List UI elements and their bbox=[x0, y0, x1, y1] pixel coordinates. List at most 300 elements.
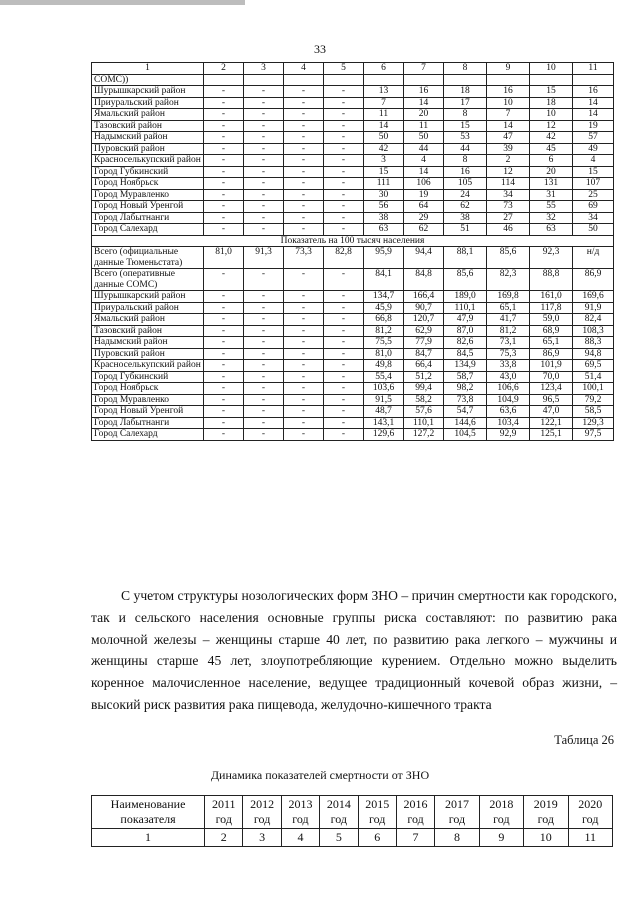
table-cell: - bbox=[244, 314, 284, 326]
table-cell: 7 bbox=[364, 97, 404, 109]
year-unit: год bbox=[448, 812, 466, 826]
table-cell: - bbox=[204, 360, 244, 372]
table-row bbox=[92, 247, 614, 269]
table-cell: - bbox=[204, 325, 244, 337]
table-cell: 25 bbox=[573, 189, 614, 201]
table-cell: - bbox=[244, 360, 284, 372]
table-cell: 82,4 bbox=[573, 314, 614, 326]
table-cell: 129,6 bbox=[364, 429, 404, 441]
table-cell: 92,9 bbox=[487, 429, 530, 441]
table-cell: 99,4 bbox=[404, 383, 444, 395]
table-row bbox=[92, 291, 614, 303]
row-label: Всего (официальные данные Тюменьстата) bbox=[92, 247, 204, 269]
table-cell: - bbox=[324, 337, 364, 349]
table-cell: - bbox=[324, 155, 364, 167]
table-cell: 91,3 bbox=[244, 247, 284, 269]
table-cell: - bbox=[284, 166, 324, 178]
column-number: 2 bbox=[205, 829, 243, 847]
table-cell: 166,4 bbox=[404, 291, 444, 303]
year-header-cell bbox=[281, 796, 319, 829]
table-cell: 84,1 bbox=[364, 269, 404, 291]
table-cell: - bbox=[244, 383, 284, 395]
table-cell: 85,6 bbox=[444, 269, 487, 291]
table-cell: 44 bbox=[404, 143, 444, 155]
table-header-row bbox=[92, 63, 614, 75]
year-value: 2019 bbox=[533, 797, 558, 811]
row-label: Надымский район bbox=[92, 337, 204, 349]
table-cell: - bbox=[244, 166, 284, 178]
table-cell: - bbox=[204, 109, 244, 121]
table-cell: - bbox=[204, 143, 244, 155]
table-cell: 54,7 bbox=[444, 406, 487, 418]
table-cell: 45 bbox=[530, 143, 573, 155]
table-cell: 19 bbox=[404, 189, 444, 201]
table-cell: - bbox=[244, 406, 284, 418]
table-cell: - bbox=[204, 314, 244, 326]
row-label: Город Салехард bbox=[92, 429, 204, 441]
table-cell: 10 bbox=[530, 109, 573, 121]
column-number: 9 bbox=[479, 829, 523, 847]
row-label: Приуральский район bbox=[92, 97, 204, 109]
column-number: 6 bbox=[364, 63, 404, 75]
row-label: Город Салехард bbox=[92, 224, 204, 236]
column-number: 8 bbox=[435, 829, 479, 847]
table-cell: 127,2 bbox=[404, 429, 444, 441]
table-cell: 86,9 bbox=[530, 348, 573, 360]
table-cell: 68,9 bbox=[530, 325, 573, 337]
table-cell: - bbox=[284, 325, 324, 337]
table-cell: 110,1 bbox=[404, 417, 444, 429]
table-cell: 129,3 bbox=[573, 417, 614, 429]
table-cell: - bbox=[324, 189, 364, 201]
table-cell: 144,6 bbox=[444, 417, 487, 429]
table-cell: - bbox=[204, 212, 244, 224]
table-cell: - bbox=[244, 394, 284, 406]
table-row bbox=[92, 212, 614, 224]
column-number: 11 bbox=[568, 829, 613, 847]
table-cell: - bbox=[284, 383, 324, 395]
table-title: Динамика показателей смертности от ЗНО bbox=[210, 768, 430, 782]
table-cell: 96,5 bbox=[530, 394, 573, 406]
year-unit: год bbox=[215, 812, 232, 826]
table-cell: 19 bbox=[573, 120, 614, 132]
dynamics-table bbox=[91, 795, 613, 847]
year-header-cell bbox=[243, 796, 281, 829]
table-cell: - bbox=[284, 212, 324, 224]
table-cell: 10 bbox=[487, 97, 530, 109]
table-cell: 84,7 bbox=[404, 348, 444, 360]
column-number: 10 bbox=[524, 829, 568, 847]
table-cell: 2 bbox=[487, 155, 530, 167]
table-cell: 125,1 bbox=[530, 429, 573, 441]
table-cell: - bbox=[324, 314, 364, 326]
table-cell bbox=[487, 74, 530, 86]
table-cell: - bbox=[284, 109, 324, 121]
table-cell: - bbox=[244, 201, 284, 213]
table-cell: - bbox=[324, 325, 364, 337]
table-cell: 88,3 bbox=[573, 337, 614, 349]
table-cell: - bbox=[284, 394, 324, 406]
table-row bbox=[92, 120, 614, 132]
table-cell: 64 bbox=[404, 201, 444, 213]
table-cell: 82,3 bbox=[487, 269, 530, 291]
row-label: Город Лабытнанги bbox=[92, 212, 204, 224]
table-row bbox=[92, 314, 614, 326]
row-label: Красноселькупский район bbox=[92, 360, 204, 372]
table-cell: - bbox=[284, 120, 324, 132]
table-cell: - bbox=[244, 337, 284, 349]
table-cell: 77,9 bbox=[404, 337, 444, 349]
column-number: 10 bbox=[530, 63, 573, 75]
table-cell: 13 bbox=[364, 86, 404, 98]
column-number: 3 bbox=[243, 829, 281, 847]
table-row bbox=[92, 406, 614, 418]
table-cell: - bbox=[204, 417, 244, 429]
table-cell: 51,2 bbox=[404, 371, 444, 383]
table-cell: 42 bbox=[364, 143, 404, 155]
table-cell: 63 bbox=[530, 224, 573, 236]
table-cell: 79,2 bbox=[573, 394, 614, 406]
table-cell: 134,9 bbox=[444, 360, 487, 372]
year-unit: год bbox=[537, 812, 554, 826]
table-cell: 55 bbox=[530, 201, 573, 213]
table-cell: - bbox=[204, 166, 244, 178]
table-cell: 59,0 bbox=[530, 314, 573, 326]
year-unit: год bbox=[407, 812, 424, 826]
table-cell: 58,5 bbox=[573, 406, 614, 418]
table-cell: - bbox=[324, 394, 364, 406]
table-cell: - bbox=[244, 132, 284, 144]
table-cell: - bbox=[244, 120, 284, 132]
table-cell: 16 bbox=[444, 166, 487, 178]
table-cell: 42 bbox=[530, 132, 573, 144]
row-label: Шурышкарский район bbox=[92, 291, 204, 303]
table-cell: 94,8 bbox=[573, 348, 614, 360]
year-value: 2012 bbox=[250, 797, 275, 811]
year-value: 2016 bbox=[403, 797, 428, 811]
table-cell bbox=[324, 74, 364, 86]
table-cell: 38 bbox=[364, 212, 404, 224]
row-label: СОМС)) bbox=[92, 74, 204, 86]
table-cell: - bbox=[324, 109, 364, 121]
table-cell: 91,9 bbox=[573, 302, 614, 314]
table-cell: 50 bbox=[573, 224, 614, 236]
table-cell: 82,6 bbox=[444, 337, 487, 349]
table-cell: 98,2 bbox=[444, 383, 487, 395]
column-number: 1 bbox=[92, 63, 204, 75]
table-cell: - bbox=[204, 97, 244, 109]
table-row bbox=[92, 269, 614, 291]
table-cell: 88,1 bbox=[444, 247, 487, 269]
table-cell bbox=[364, 74, 404, 86]
table-cell: - bbox=[284, 337, 324, 349]
row-label: Пуровский район bbox=[92, 348, 204, 360]
table2-header-row bbox=[92, 796, 613, 829]
table-cell: - bbox=[324, 224, 364, 236]
table-cell: 39 bbox=[487, 143, 530, 155]
table-cell: 18 bbox=[444, 86, 487, 98]
table-cell: 44 bbox=[444, 143, 487, 155]
table-cell: - bbox=[244, 371, 284, 383]
table-cell bbox=[404, 74, 444, 86]
year-unit: год bbox=[369, 812, 386, 826]
year-header-cell bbox=[524, 796, 568, 829]
table-cell: - bbox=[204, 383, 244, 395]
table-cell: 81,2 bbox=[364, 325, 404, 337]
table-cell: - bbox=[284, 291, 324, 303]
table-cell: 103,6 bbox=[364, 383, 404, 395]
table-cell: 47,9 bbox=[444, 314, 487, 326]
table-cell: 117,8 bbox=[530, 302, 573, 314]
table-cell: 104,9 bbox=[487, 394, 530, 406]
table-cell: 104,5 bbox=[444, 429, 487, 441]
table-cell: 114 bbox=[487, 178, 530, 190]
table-cell: 14 bbox=[573, 97, 614, 109]
row-label: Надымский район bbox=[92, 132, 204, 144]
table-cell: - bbox=[244, 212, 284, 224]
table-cell: - bbox=[324, 302, 364, 314]
table-cell: 91,5 bbox=[364, 394, 404, 406]
table-cell: - bbox=[204, 429, 244, 441]
column-number: 4 bbox=[284, 63, 324, 75]
table-cell: 82,8 bbox=[324, 247, 364, 269]
column-number: 7 bbox=[404, 63, 444, 75]
table-cell: - bbox=[284, 406, 324, 418]
table-cell: 66,4 bbox=[404, 360, 444, 372]
table-cell: 16 bbox=[487, 86, 530, 98]
row-label: Тазовский район bbox=[92, 120, 204, 132]
row-label: Город Ноябрьск bbox=[92, 178, 204, 190]
table-cell: 81,0 bbox=[204, 247, 244, 269]
table-cell: 169,6 bbox=[573, 291, 614, 303]
table-cell: 65,1 bbox=[487, 302, 530, 314]
table-cell: - bbox=[284, 302, 324, 314]
row-label: Ямальский район bbox=[92, 109, 204, 121]
table-row bbox=[92, 189, 614, 201]
year-header-cell bbox=[479, 796, 523, 829]
table-cell bbox=[244, 74, 284, 86]
table-cell: 123,4 bbox=[530, 383, 573, 395]
table-cell: 94,4 bbox=[404, 247, 444, 269]
table-cell: - bbox=[244, 224, 284, 236]
table-row bbox=[92, 109, 614, 121]
table-cell: 73 bbox=[487, 201, 530, 213]
row-label: Город Лабытнанги bbox=[92, 417, 204, 429]
column-number: 5 bbox=[324, 63, 364, 75]
table-cell: 14 bbox=[404, 166, 444, 178]
table-cell: 57 bbox=[573, 132, 614, 144]
table-cell: 81,2 bbox=[487, 325, 530, 337]
table-cell: 62 bbox=[404, 224, 444, 236]
table-cell: 34 bbox=[573, 212, 614, 224]
table-cell: 27 bbox=[487, 212, 530, 224]
table-cell: - bbox=[204, 269, 244, 291]
table-cell: - bbox=[324, 406, 364, 418]
table-row bbox=[92, 143, 614, 155]
table-cell: 53 bbox=[444, 132, 487, 144]
table-cell: 8 bbox=[444, 155, 487, 167]
table-cell: 58,7 bbox=[444, 371, 487, 383]
table-cell: 48,7 bbox=[364, 406, 404, 418]
table-cell: 56 bbox=[364, 201, 404, 213]
table-cell: - bbox=[204, 406, 244, 418]
table-row bbox=[92, 178, 614, 190]
table-row bbox=[92, 337, 614, 349]
table-cell: 103,4 bbox=[487, 417, 530, 429]
table-cell: - bbox=[284, 348, 324, 360]
column-number: 9 bbox=[487, 63, 530, 75]
row-label: Ямальский район bbox=[92, 314, 204, 326]
table-cell: - bbox=[244, 325, 284, 337]
table-cell: - bbox=[324, 120, 364, 132]
table-cell: 15 bbox=[530, 86, 573, 98]
year-header-cell bbox=[435, 796, 479, 829]
table-cell: 24 bbox=[444, 189, 487, 201]
table-cell: - bbox=[324, 212, 364, 224]
table-cell: - bbox=[204, 224, 244, 236]
table-cell: - bbox=[284, 189, 324, 201]
table-cell: - bbox=[324, 429, 364, 441]
table-cell: 161,0 bbox=[530, 291, 573, 303]
table-cell: 84,5 bbox=[444, 348, 487, 360]
table-row bbox=[92, 201, 614, 213]
table-row bbox=[92, 394, 614, 406]
table-cell: - bbox=[244, 86, 284, 98]
table-cell bbox=[284, 74, 324, 86]
table-cell: 15 bbox=[573, 166, 614, 178]
table-row bbox=[92, 166, 614, 178]
table-cell: - bbox=[284, 86, 324, 98]
table-cell: 101,9 bbox=[530, 360, 573, 372]
table-cell: 73,3 bbox=[284, 247, 324, 269]
table-cell: 34 bbox=[487, 189, 530, 201]
table-cell: 95,9 bbox=[364, 247, 404, 269]
table-cell: 49,8 bbox=[364, 360, 404, 372]
table-cell: 120,7 bbox=[404, 314, 444, 326]
table-cell: н/д bbox=[573, 247, 614, 269]
table-cell: 81,0 bbox=[364, 348, 404, 360]
table-cell: - bbox=[324, 166, 364, 178]
table-cell: - bbox=[204, 371, 244, 383]
paragraph-text: С учетом структуры нозологических форм ЗНО – причин смертности как городского, так и сельского населения основные группы риска составляют: по развитию рака молочной железы – женщины старше 40 лет, по развитию рака легкого – мужчины и женщины старше 45 лет, злоупотребляющие курением. Отдельно можно выделить коренное малочисленное население, ведущее традиционный кочевой образ жизни, – высокий риск развития рака пищевода, желудочно-кишечного тракта bbox=[91, 588, 617, 712]
table-cell: 73,1 bbox=[487, 337, 530, 349]
table-cell: 57,6 bbox=[404, 406, 444, 418]
table-cell: - bbox=[284, 429, 324, 441]
column-number: 7 bbox=[396, 829, 434, 847]
table-cell: 51 bbox=[444, 224, 487, 236]
year-value: 2011 bbox=[211, 797, 236, 811]
top-edge-mark bbox=[0, 0, 245, 5]
table-cell: 30 bbox=[364, 189, 404, 201]
table-cell: - bbox=[284, 201, 324, 213]
year-value: 2015 bbox=[365, 797, 390, 811]
column-number: 2 bbox=[204, 63, 244, 75]
table-cell: 17 bbox=[444, 97, 487, 109]
table-cell: - bbox=[324, 86, 364, 98]
table-cell: 106 bbox=[404, 178, 444, 190]
table-cell: 14 bbox=[573, 109, 614, 121]
column-number: 6 bbox=[358, 829, 396, 847]
table-cell: - bbox=[284, 178, 324, 190]
table-cell: - bbox=[204, 291, 244, 303]
row-label: Город Губкинский bbox=[92, 371, 204, 383]
table-cell bbox=[444, 74, 487, 86]
table-row bbox=[92, 155, 614, 167]
year-unit: год bbox=[292, 812, 309, 826]
year-value: 2020 bbox=[578, 797, 603, 811]
table-cell: - bbox=[284, 314, 324, 326]
table-row bbox=[92, 348, 614, 360]
mortality-table bbox=[91, 62, 614, 441]
year-header-cell bbox=[205, 796, 243, 829]
table-cell: 131 bbox=[530, 178, 573, 190]
table-cell: 50 bbox=[404, 132, 444, 144]
table-cell: - bbox=[324, 178, 364, 190]
table-cell: 92,3 bbox=[530, 247, 573, 269]
table-cell: 70,0 bbox=[530, 371, 573, 383]
table-cell: - bbox=[204, 302, 244, 314]
table-cell: 143,1 bbox=[364, 417, 404, 429]
table-cell: - bbox=[204, 178, 244, 190]
year-value: 2013 bbox=[288, 797, 313, 811]
table-cell: - bbox=[244, 429, 284, 441]
table-row bbox=[92, 429, 614, 441]
year-value: 2018 bbox=[489, 797, 514, 811]
table-cell: 3 bbox=[364, 155, 404, 167]
table-cell: - bbox=[324, 417, 364, 429]
table2-number-row bbox=[92, 829, 613, 847]
table-row bbox=[92, 224, 614, 236]
section-label: Показатель на 100 тысяч населения bbox=[92, 235, 614, 247]
row-label: Город Губкинский bbox=[92, 166, 204, 178]
table-cell: 32 bbox=[530, 212, 573, 224]
table-row bbox=[92, 371, 614, 383]
year-value: 2014 bbox=[326, 797, 351, 811]
table-cell: 47,0 bbox=[530, 406, 573, 418]
table-cell: 16 bbox=[404, 86, 444, 98]
table-cell: 65,1 bbox=[530, 337, 573, 349]
table-cell: 69 bbox=[573, 201, 614, 213]
table-row bbox=[92, 97, 614, 109]
table-cell: 20 bbox=[404, 109, 444, 121]
table-cell: 97,5 bbox=[573, 429, 614, 441]
table-cell: - bbox=[204, 189, 244, 201]
row-label: Шурышкарский район bbox=[92, 86, 204, 98]
table-cell: - bbox=[204, 337, 244, 349]
table-cell: 62,9 bbox=[404, 325, 444, 337]
table-cell: 47 bbox=[487, 132, 530, 144]
table-cell: 29 bbox=[404, 212, 444, 224]
table-cell: 69,5 bbox=[573, 360, 614, 372]
table-cell: 85,6 bbox=[487, 247, 530, 269]
year-header-cell bbox=[320, 796, 358, 829]
table-caption: Таблица 26 bbox=[554, 733, 614, 747]
column-number: 5 bbox=[320, 829, 358, 847]
table-cell: 15 bbox=[364, 166, 404, 178]
table-cell: - bbox=[324, 201, 364, 213]
table-cell: 100,1 bbox=[573, 383, 614, 395]
table-cell: 14 bbox=[487, 120, 530, 132]
table-cell: 4 bbox=[573, 155, 614, 167]
table-row bbox=[92, 74, 614, 86]
table-cell: 45,9 bbox=[364, 302, 404, 314]
table-cell: - bbox=[244, 189, 284, 201]
table-cell: - bbox=[324, 132, 364, 144]
table-cell: 15 bbox=[444, 120, 487, 132]
table-cell: 49 bbox=[573, 143, 614, 155]
row-label: Всего (оперативные данные СОМС) bbox=[92, 269, 204, 291]
table-cell bbox=[573, 74, 614, 86]
